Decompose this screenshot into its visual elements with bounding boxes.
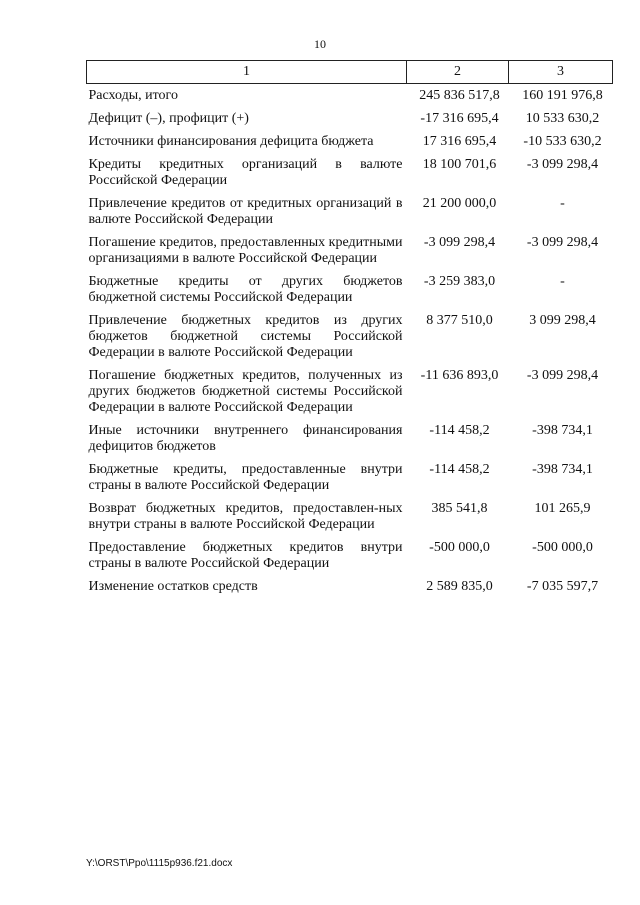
row-value-col3: 10 533 630,2 <box>525 111 600 126</box>
row-value-col2: 2 589 835,0 <box>426 579 493 594</box>
row-value-col3: - <box>560 196 565 211</box>
row-value-col2: -500 000,0 <box>429 540 490 555</box>
row-label: Привлечение бюджетных кредитов из других бюджетов бюджетной системы Российской Федерации в валюте Российской Федерации <box>88 313 403 360</box>
row-value-col2: 385 541,8 <box>431 501 488 516</box>
row-value-col3: -10 533 630,2 <box>523 134 602 149</box>
column-header-3: 3 <box>509 61 613 84</box>
table-row <box>87 157 613 196</box>
row-label: Привлечение кредитов от кредитных организаций в валюте Российской Федерации <box>88 196 403 227</box>
row-label: Источники финансирования дефицита бюджета <box>88 134 374 149</box>
table-row <box>87 423 613 462</box>
row-value-col3: -7 035 597,7 <box>526 579 599 594</box>
table-row <box>87 274 613 313</box>
row-value-col3: -3 099 298,4 <box>526 368 599 383</box>
table-header-row <box>87 61 613 84</box>
row-label: Изменение остатков средств <box>88 579 258 594</box>
financing-table <box>86 60 613 602</box>
row-value-col2: 245 836 517,8 <box>419 88 500 103</box>
table-row <box>87 235 613 274</box>
row-value-col3: -398 734,1 <box>532 423 593 438</box>
row-value-col2: -3 259 383,0 <box>423 274 496 289</box>
row-label: Кредиты кредитных организаций в валюте Российской Федерации <box>88 157 403 188</box>
row-value-col3: -398 734,1 <box>532 462 593 477</box>
table-row <box>87 501 613 540</box>
row-label: Погашение кредитов, предоставленных кредитными организациями в валюте Российской Федерации <box>88 235 403 266</box>
row-value-col3: -3 099 298,4 <box>526 235 599 250</box>
row-value-col2: 17 316 695,4 <box>422 134 497 149</box>
row-value-col3: 160 191 976,8 <box>522 88 603 103</box>
table-row <box>87 462 613 501</box>
page-number: 10 <box>314 37 326 51</box>
table-row <box>87 111 613 134</box>
row-value-col3: - <box>560 274 565 289</box>
row-value-col2: 8 377 510,0 <box>426 313 493 328</box>
row-label: Предоставление бюджетных кредитов внутри страны в валюте Российской Федерации <box>88 540 403 571</box>
table-row <box>87 579 613 602</box>
row-value-col2: -17 316 695,4 <box>420 111 499 126</box>
row-value-col2: -11 636 893,0 <box>420 368 499 383</box>
row-value-col3: 101 265,9 <box>534 501 591 516</box>
row-value-col2: -114 458,2 <box>429 423 490 438</box>
row-value-col3: -500 000,0 <box>532 540 593 555</box>
row-label: Погашение бюджетных кредитов, полученных из других бюджетов бюджетной системы Российской Федерации в валюте Российской Федерации <box>88 368 403 415</box>
row-label: Бюджетные кредиты от других бюджетов бюджетной системы Российской Федерации <box>88 274 403 305</box>
column-header-2: 2 <box>407 61 509 84</box>
column-header-1: 1 <box>87 61 407 84</box>
table-row <box>87 134 613 157</box>
table-row <box>87 313 613 368</box>
row-value-col3: -3 099 298,4 <box>526 157 599 172</box>
row-label: Бюджетные кредиты, предоставленные внутри страны в валюте Российской Федерации <box>88 462 403 493</box>
row-value-col3: 3 099 298,4 <box>529 313 596 328</box>
row-label: Дефицит (–), профицит (+) <box>88 111 249 126</box>
row-label: Расходы, итого <box>88 88 178 103</box>
row-label: Иные источники внутреннего финансирования дефицитов бюджетов <box>88 423 403 454</box>
row-value-col2: 21 200 000,0 <box>422 196 497 211</box>
row-value-col2: -3 099 298,4 <box>423 235 496 250</box>
file-path-footer: Y:\ORST\Ppo\1115p936.f21.docx <box>86 858 233 869</box>
table-row <box>87 368 613 423</box>
table-row <box>87 196 613 235</box>
row-value-col2: 18 100 701,6 <box>422 157 497 172</box>
row-label: Возврат бюджетных кредитов, предоставлен-ных внутри страны в валюте Российской Федерации <box>88 501 403 532</box>
row-value-col2: -114 458,2 <box>429 462 490 477</box>
table-row <box>87 540 613 579</box>
table-row <box>87 84 613 112</box>
